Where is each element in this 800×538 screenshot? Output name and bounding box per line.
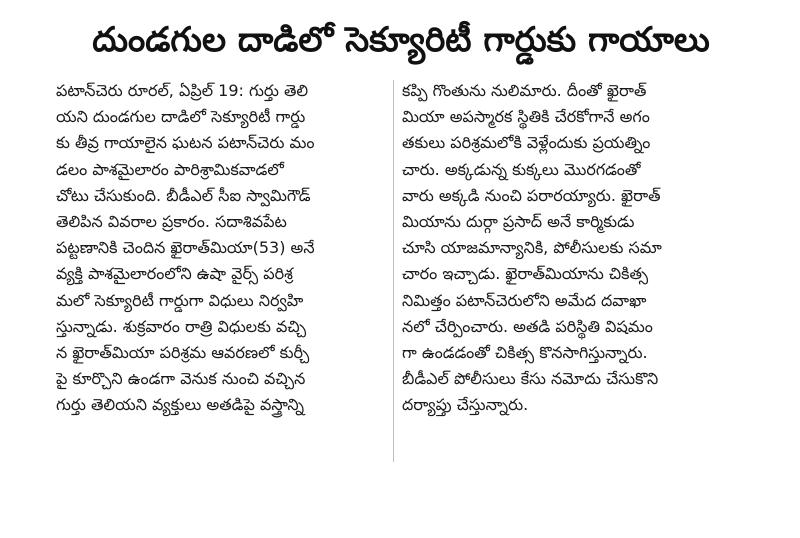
- article-text-line: చోటు చేసుకుంది. బీడీఎల్ సీఐ స్వామిగౌడ్: [56, 185, 311, 205]
- article-text-line: కు తీవ్ర గాయాలైన ఘటన పటాన్‌చెరు మం: [56, 133, 315, 153]
- article-text-line: పటాన్‌చెరు రూరల్, ఏప్రిల్ 19: గుర్తు తెలి: [56, 81, 309, 100]
- article-text-line: మియాను దుర్గా ప్రసాద్ అనే కార్మికుడు: [402, 211, 635, 231]
- article-right-column: [402, 78, 732, 418]
- article-text-line: చారం ఇచ్చాడు. ఖైరాత్‌మియాను చికిత్స: [402, 264, 649, 284]
- article-text-line: దర్యాప్తు చేస్తున్నారు.: [402, 395, 529, 415]
- article-text-line: మలో సెక్యూరిటీ గార్డుగా విధులు నిర్వహి: [56, 290, 304, 310]
- article-text-line: తకులు పరిశ్రమలోకి వెళ్లేందుకు ప్రయత్నిం: [402, 133, 651, 153]
- article-text-line: వ్యక్తి పాశమైలారంలోని ఉషా వైర్స్ పరిశ్ర: [56, 264, 293, 284]
- article-text-line: కప్పి గొంతును నులిమారు. దీంతో ఖైరాత్: [402, 81, 647, 100]
- article-headline: దుండగుల దాడిలో సెక్యూరిటీ గార్డుకు గాయాలు: [92, 20, 710, 60]
- article-text-line: నలో చేర్పించారు. అతడి పరిస్థితి విషమం: [402, 316, 653, 336]
- article-text-line: డలం పాశమైలారం పారిశ్రామికవాడలో: [56, 159, 284, 179]
- article-text-line: వారు అక్కడి నుంచి పరారయ్యారు. ఖైరాత్: [402, 185, 661, 205]
- article-text-line: గా ఉండడంతో చికిత్స కొనసాగిస్తున్నారు.: [402, 342, 648, 362]
- article-text-line: బీడీఎల్ పోలీసులు కేసు నమోదు చేసుకొని: [402, 369, 659, 389]
- article-text-line: చూసి యాజమాన్యానికి, పోలీసులకు సమా: [402, 238, 662, 258]
- column-divider: [393, 80, 394, 462]
- article-text-line: గుర్తు తెలియని వ్యక్తులు అతడిపై వస్త్రాన్ని: [56, 395, 305, 415]
- article-text-line: న ఖైరాత్‌మియా పరిశ్రమ ఆవరణలో కుర్చీ: [56, 342, 310, 362]
- article-text-line: తెలిపిన వివరాల ప్రకారం. సదాశివపేట: [56, 211, 287, 231]
- article-left-column: [56, 78, 384, 418]
- article-text-line: నిమిత్తం పటాన్‌చెరులోని అమేద దవాఖా: [402, 290, 647, 310]
- article-text-line: స్తున్నాడు. శుక్రవారం రాత్రి విధులకు వచ్చి: [56, 316, 307, 336]
- article-text-line: యని దుండగుల దాడిలో సెక్యూరిటీ గార్డు: [56, 107, 306, 127]
- article-text-line: పట్టణానికి చెందిన ఖైరాత్‌మియా(53) అనే: [56, 238, 315, 258]
- article-text-line: మియా అపస్మారక స్థితికి చేరకోగానే అగం: [402, 107, 650, 127]
- article-text-line: పై కూర్చొని ఉండగా వెనుక నుంచి వచ్చిన: [56, 369, 306, 389]
- article-text-line: చారు. అక్కడున్న కుక్కలు మొరగడంతో: [402, 159, 641, 179]
